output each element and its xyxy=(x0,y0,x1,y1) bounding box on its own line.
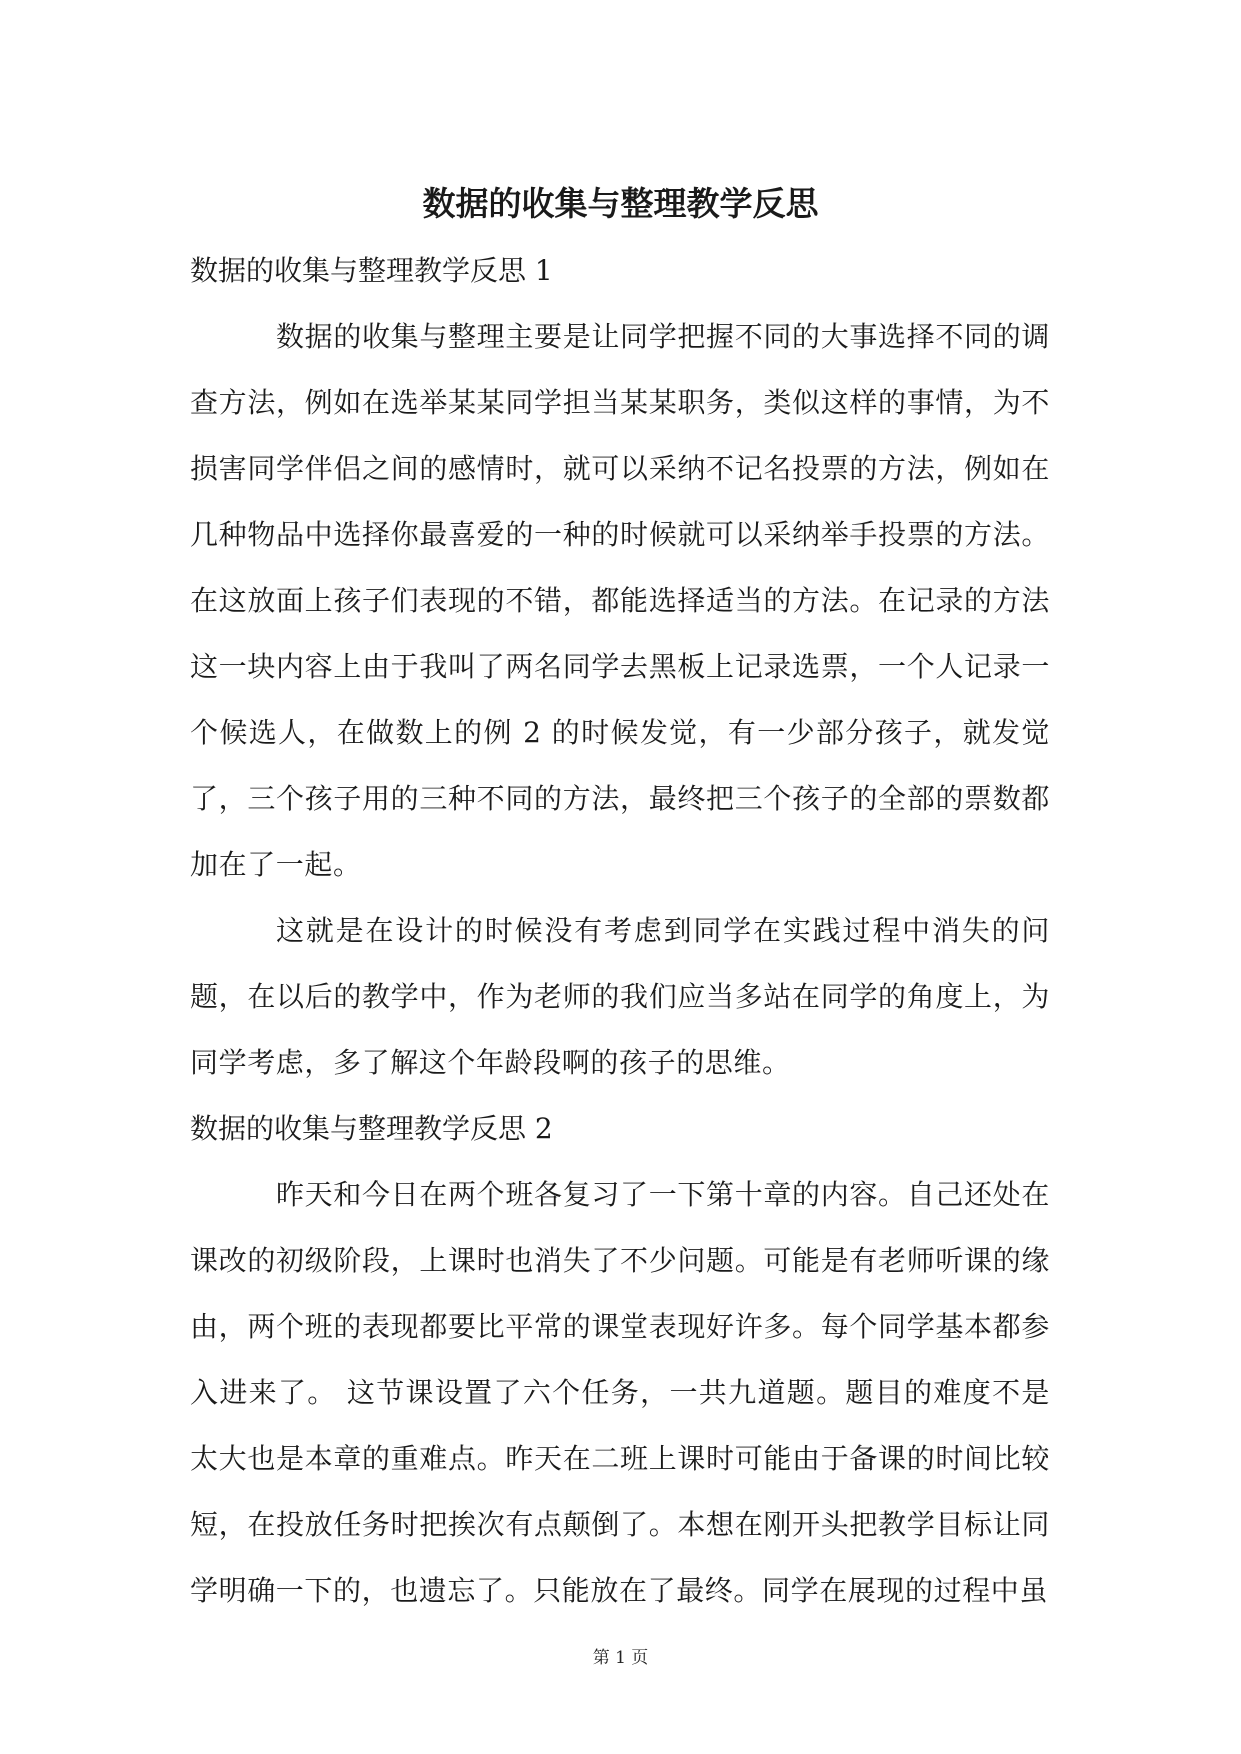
section-1-paragraph-1: 数据的收集与整理主要是让同学把握不同的大事选择不同的调查方法，例如在选举某某同学担当某某职务，类似这样的事情，为不损害同学伴侣之间的感情时，就可以采纳不记名投票的方法，例如在几种物品中选择你最喜爱的一种的时候就可以采纳举手投票的方法。在这放面上孩子们表现的不错，都能选择适当的方法。在记录的方法这一块内容上由于我叫了两名同学去黑板上记录选票，一个人记录一个候选人，在做数上的例 2 的时候发觉，有一少部分孩子，就发觉了，三个孩子用的三种不同的方法，最终把三个孩子的全部的票数都加在了一起。 xyxy=(190,320,1050,881)
section-2-paragraph-1: 昨天和今日在两个班各复习了一下第十章的内容。自己还处在课改的初级阶段，上课时也消失了不少问题。可能是有老师听课的缘由，两个班的表现都要比平常的课堂表现好许多。每个同学基本都参入进来了。 这节课设置了六个任务，一共九道题。题目的难度不是太大也是本章的重难点。昨天在二班上课时可能由于备课的时间比较短，在投放任务时把挨次有点颠倒了。本想在刚开头把教学目标让同学明确一下的，也遗忘了。只能放在了最终。同学在展现的过程中虽 xyxy=(190,1178,1050,1607)
document-body xyxy=(190,238,1050,1624)
section-1-paragraph-2: 这就是在设计的时候没有考虑到同学在实践过程中消失的问题，在以后的教学中，作为老师的我们应当多站在同学的角度上，为同学考虑，多了解这个年龄段啊的孩子的思维。 xyxy=(190,914,1050,1079)
section-2-heading: 数据的收集与整理教学反思 2 xyxy=(190,1112,553,1145)
section-2 xyxy=(190,1096,1050,1624)
document-title: 数据的收集与整理教学反思 xyxy=(422,184,819,224)
section-1-heading: 数据的收集与整理教学反思 1 xyxy=(190,254,553,287)
page-number-footer: 第 1 页 xyxy=(592,1648,649,1668)
section-1 xyxy=(190,238,1050,1096)
